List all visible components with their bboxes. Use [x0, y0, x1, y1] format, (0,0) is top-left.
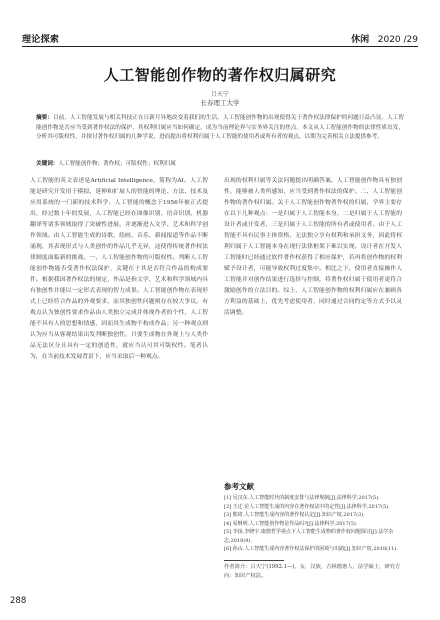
section-label: 理论探索 — [22, 35, 60, 45]
author-name: 吕天宁 — [210, 91, 229, 98]
header-rule — [22, 46, 418, 47]
author-footnote: 作者简介：吕天宁(1992.1—)，女，汉族，吉林德惠人，法学硕士，研究方向：知识产权法。 — [224, 564, 401, 579]
body-column-left: 人工智能的英文表述是Artificial Intelligence，简称为AI。人工智能是研究开发用于模拟、延伸和扩展人的智能的理论、方法、技术及应用系统的一门新的技术科学。人工智能的概念于1956年被正式提出，经过数十年的发展，人工智能已经在图像识别、语音识别、机器翻译等诸多领域取得了突破性进展，并逐渐进入文学、艺术和科学创作领域。由人工智能生成的诗歌、绘画、音乐、新闻报道等作品不断涌现，其表现形式与人类创作的作品几乎无异，这使得传统著作权法律制度面临新的挑战。一、人工智能创作物的可版权性。判断人工智能创作物能否受著作权法保护，关键在于其是否符合作品的构成要件。根据我国著作权法的规定，作品是指文学、艺术和科学领域内具有独创性并能以一定形式表现的智力成果。人工智能创作物在表现形式上已经符合作品的外观要求，而其独创性问题则存在较大争议。有观点认为独创性要求作品由人类独立完成并体现作者的个性，人工智能不具有人的思想和情感，因而其生成物不构成作品；另一种观点则认为应当从客观结果出发判断独创性，只要生成物在外观上与人类作品无法区分且具有一定的创造性，就应当认可其可版权性。笔者认为，在当前技术发展背景下，应当采取后一种观点。 — [30, 178, 208, 360]
issue-number: 2020 /29 — [377, 35, 418, 45]
references-heading: 参考文献 — [224, 482, 254, 491]
keywords — [36, 160, 404, 169]
footnote-rule — [224, 560, 284, 561]
references-list: [1] 吴汉东.人工智能时代的制度安排与法律规制[J].法律科学,2017(5). [2] 王迁.论人工智能生成的内容在著作权法中的定性[J].法律科学,2017(5). [3] 熊琦.人工智能生成内容的著作权认定[J].知识产权,2017(3). [4] 易继明.人工智能创作物是作品吗?[J].法律科学,2017(5). [5] 李扬,李晓宇.康德哲学视点下人工智能生成物的著作权问题探讨[J].法学杂志,2018(9). [6] 孙山.人工智能生成内容著作权法保护的困境与出路[J].知识产权,2018(11). — [224, 495, 398, 552]
journal-issue — [351, 32, 418, 45]
abstract-label: 摘要： — [36, 115, 53, 121]
page-number: 288 — [10, 596, 27, 606]
abstract-text: 目前，人工智能发展与相关科技正在日新月异地改变着我们的生活，人工智能创作物的出现使得关于著作权法律保护的问题日益凸显。人工智能创作物是否应当受到著作权法的保护，其权利归属应当如何确定，成为当前理论界与实务界关注的焦点。本文从人工智能创作物的法律性质出发，分析其可版权性，并探讨著作权归属的几种学说，进而提出将权利归属于人工智能的使用者或所有者的观点，以期为完善相关立法提供参考。 — [36, 115, 404, 141]
journal-name: 休闲 — [351, 35, 370, 45]
page-header — [0, 0, 440, 54]
article-title: 人工智能创作物的著作权归属研究 — [103, 66, 337, 84]
keywords-text: 人工智能创作物；著作权；可版权性；权利归属 — [58, 161, 176, 167]
abstract — [36, 114, 404, 143]
keywords-label: 关键词： — [36, 161, 59, 167]
author-affiliation: 长春理工大学 — [200, 99, 240, 107]
body-column-right: 出现的权利归属等关法问题提出明确答案。人工智能创作物具有独创性，能够被人类所感知，应当受到著作权法的保护。二、人工智能创作物的著作权归属。关于人工智能创作物著作权的归属，学界主要存在以下几种观点：一是归属于人工智能本身，二是归属于人工智能的设计者或开发者，三是归属于人工智能的所有者或使用者。由于人工智能不具有民事主体资格，无法独立享有权利和承担义务，因此将权利归属于人工智能本身在现行法律框架下难以实现。设计者在开发人工智能时已经通过软件著作权获得了相应保护，若再将创作物的权利赋予设计者，可能导致权利过度集中。相比之下，使用者直接操作人工智能并对创作结果进行选择与控制，将著作权归属于使用者更符合激励创作的立法目的。综上，人工智能创作物的权利归属应在兼顾各方利益的基础上，优先考虑使用者，同时通过合同约定等方式予以灵活调整。 — [224, 178, 402, 316]
